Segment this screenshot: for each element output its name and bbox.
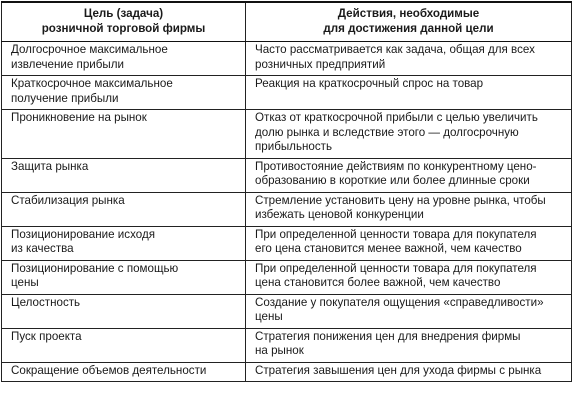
goal-cell — [2, 328, 246, 362]
goal-cell — [2, 42, 246, 76]
action-cell — [246, 260, 572, 294]
action-text-line: розничных предприятий — [255, 57, 386, 71]
goal-text-line: извлечение прибыли — [11, 57, 124, 71]
goal-text-line: Сокращение объемов деятельности — [11, 363, 207, 377]
goal-text-line: из качества — [11, 242, 74, 255]
header-row — [2, 2, 572, 42]
action-text-line: его цена становится менее важной, чем качество — [255, 242, 522, 255]
action-text-line: цена становится более важной, чем качество — [255, 276, 501, 289]
action-text-line: Создание у покупателя ощущения «справедливости» — [255, 295, 544, 309]
goal-text-line: Стабилизация рынка — [11, 193, 125, 207]
table-header — [2, 2, 572, 42]
header-goal-line-2: розничной торговой фирмы — [41, 21, 206, 35]
header-actions — [246, 2, 572, 42]
goal-text-line: Краткосрочное максимальное — [11, 77, 173, 90]
action-text-line: Стремление установить цену на уровне рынка, чтобы — [255, 193, 546, 207]
action-text-line: образованию в короткие или более длинные сроки — [255, 174, 530, 187]
table-row — [2, 260, 572, 294]
action-text-line: Часто рассматривается как задача, общая для всех — [255, 43, 535, 56]
table-row — [2, 362, 572, 382]
action-cell — [246, 192, 572, 226]
goal-cell — [2, 226, 246, 260]
table-row — [2, 192, 572, 226]
action-cell — [246, 76, 572, 110]
action-text-line: долю рынка и вследствие этого — долгосрочную — [255, 125, 519, 139]
header-goal-line-1: Цель (задача) — [83, 7, 164, 20]
action-cell — [246, 226, 572, 260]
goal-text-line: Целостность — [11, 295, 81, 309]
action-text-line: Отказ от краткосрочной прибыли с целью увеличить — [255, 111, 538, 124]
action-text-line: цены — [255, 310, 283, 323]
goal-cell — [2, 294, 246, 328]
goal-text-line: Защита рынка — [11, 159, 89, 173]
action-text-line: избежать ценовой конкуренции — [255, 208, 424, 221]
action-text-line: Реакция на краткосрочный спрос на товар — [255, 77, 484, 90]
goal-text-line: Проникновение на рынок — [11, 111, 147, 124]
table-row — [2, 226, 572, 260]
action-cell — [246, 362, 572, 382]
table-body — [2, 42, 572, 382]
header-actions-line-2: для достижения данной цели — [323, 21, 494, 35]
goal-cell — [2, 158, 246, 192]
action-text-line: При определенной ценности товара для покупателя — [255, 261, 537, 275]
table-row — [2, 76, 572, 110]
goal-text-line: Позиционирование исходя — [11, 227, 155, 241]
table-row — [2, 42, 572, 76]
action-cell — [246, 42, 572, 76]
goal-cell — [2, 260, 246, 294]
pricing-goals-table-container — [1, 1, 571, 382]
action-cell — [246, 328, 572, 362]
action-text-line: прибыльность — [255, 140, 332, 153]
action-cell — [246, 110, 572, 159]
table-row — [2, 328, 572, 362]
action-text-line: на рынок — [255, 344, 304, 357]
goal-text-line: Долгосрочное максимальное — [11, 43, 168, 56]
action-text-line: Противостояние действиям по конкурентному цено- — [255, 159, 537, 173]
goal-text-line: цены — [11, 276, 39, 289]
table-row — [2, 158, 572, 192]
action-text-line: При определенной ценности товара для покупателя — [255, 227, 537, 241]
action-cell — [246, 158, 572, 192]
goal-text-line: Пуск проекта — [11, 329, 82, 343]
goal-cell — [2, 362, 246, 382]
action-cell — [246, 294, 572, 328]
action-text-line: Стратегия завышения цен для ухода фирмы с рынка — [255, 363, 542, 377]
goal-text-line: Позиционирование с помощью — [11, 261, 179, 275]
goal-cell — [2, 110, 246, 159]
action-text-line: Стратегия понижения цен для внедрения фирмы — [255, 329, 521, 343]
goal-cell — [2, 192, 246, 226]
pricing-goals-table — [1, 1, 572, 382]
table-row — [2, 110, 572, 159]
header-goal — [2, 2, 246, 42]
header-actions-line-1: Действия, необходимые — [337, 7, 480, 20]
goal-text-line: получение прибыли — [11, 91, 119, 105]
table-row — [2, 294, 572, 328]
goal-cell — [2, 76, 246, 110]
